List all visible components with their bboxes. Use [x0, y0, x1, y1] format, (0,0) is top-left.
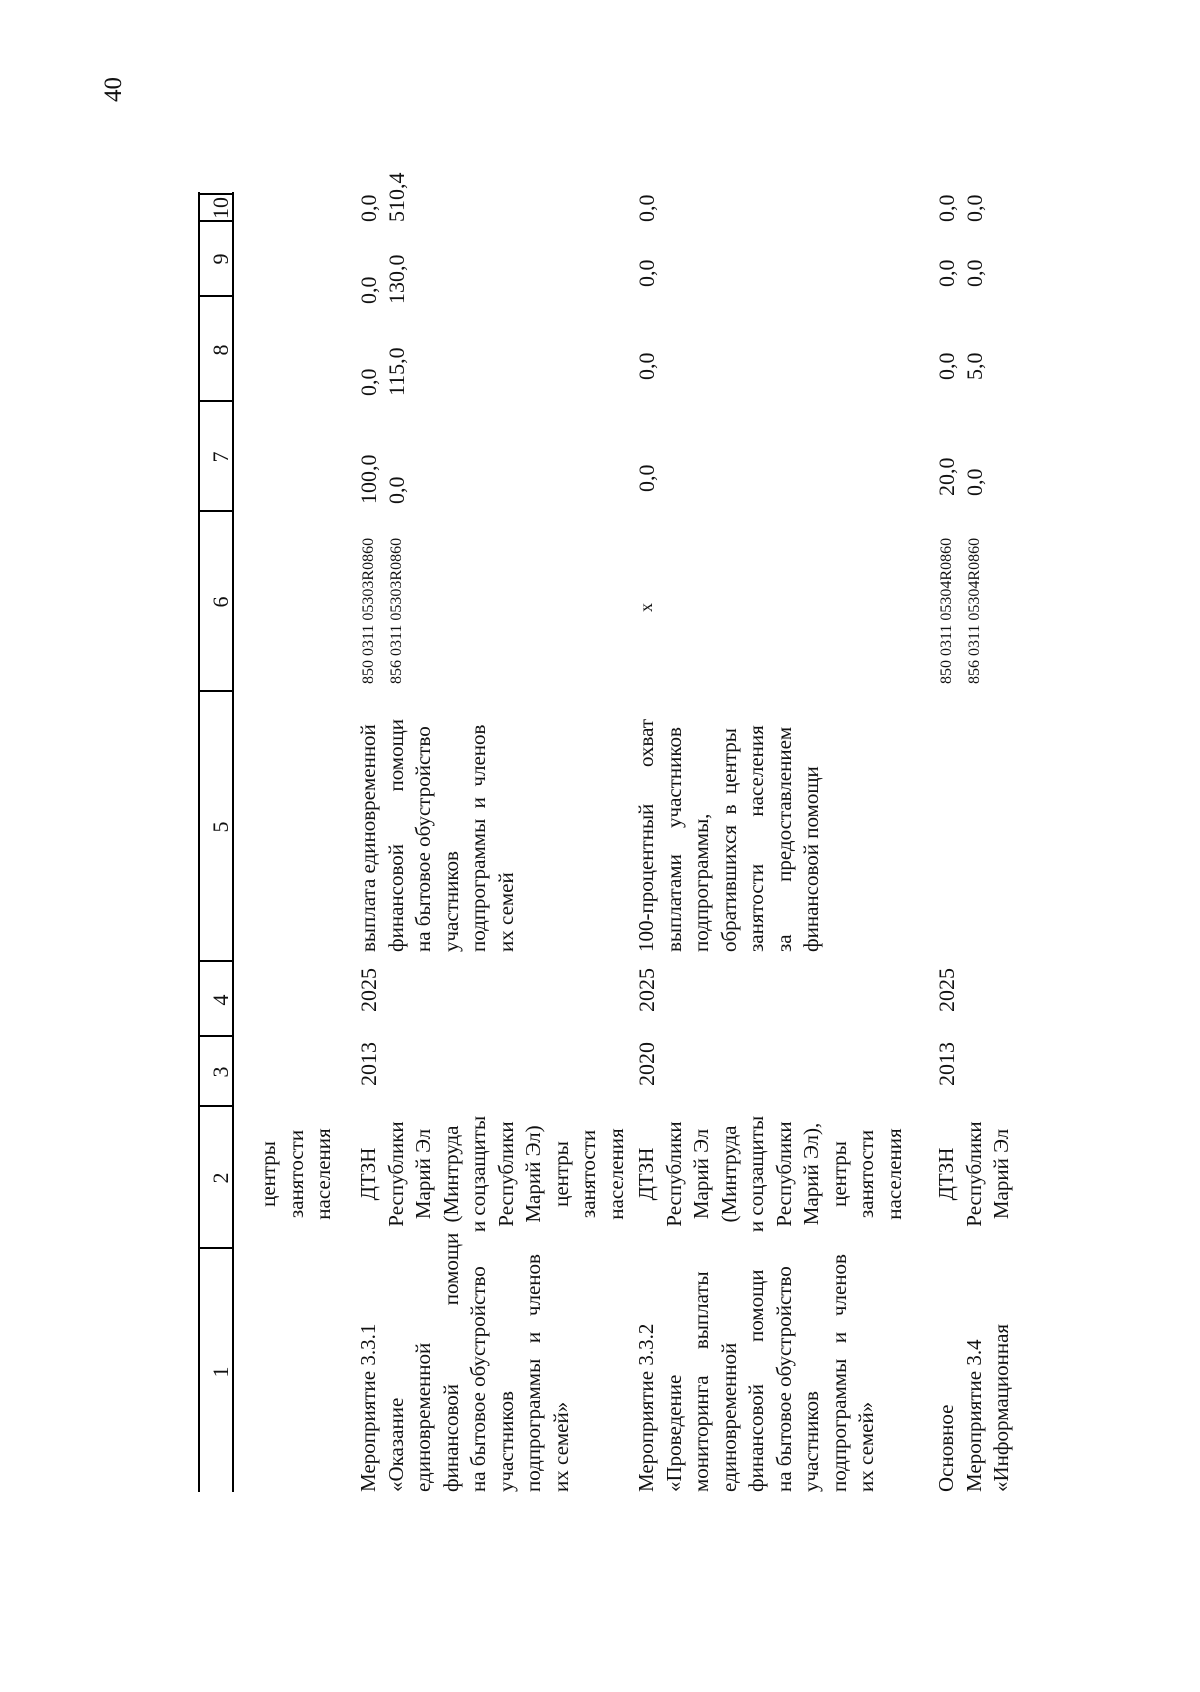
text-line: за предоставлением [771, 726, 796, 952]
text-line: занятости населения [744, 725, 768, 952]
text-line: 0,0 [934, 352, 959, 380]
text-line: 0,0 [961, 194, 987, 222]
text-line: 0,0 [356, 368, 381, 396]
text-line: единовременной [411, 1342, 435, 1492]
text-line: Марий Эл) [521, 1125, 545, 1223]
text-line: подпрограммы, [689, 813, 713, 952]
responsible-executor [933, 1114, 1016, 1234]
text-line: 510,4 [383, 172, 409, 222]
page-number: 40 [100, 77, 127, 102]
text-line: их семей» [854, 1401, 878, 1492]
text-line: 100,0 [356, 454, 381, 504]
value-col7 [355, 455, 410, 505]
text-line: и соцзащиты [744, 1115, 768, 1233]
column-number-6: 6 [208, 596, 233, 608]
text-line: 20,0 [934, 457, 959, 496]
value-col10 [633, 195, 661, 223]
continuation-responsible [255, 1114, 338, 1234]
text-line: на бытовое обустройство [411, 726, 435, 952]
text-line: единовременной [716, 1342, 741, 1492]
text-line: подпрограммы и членов [521, 1254, 545, 1492]
value-col9 [355, 255, 410, 305]
text-line: 0,0 [356, 194, 381, 222]
text-line: Основное [934, 1404, 958, 1492]
text-line: обратившихся в центры [716, 728, 741, 952]
text-line: центры [548, 1141, 573, 1207]
column-number-5: 5 [208, 821, 233, 833]
text-line: выплатами участников [661, 727, 686, 952]
text-line: Мероприятие 3.4 [961, 1339, 986, 1492]
text-line: подпрограммы и членов [466, 724, 490, 952]
text-line: «Информационная [989, 1323, 1013, 1492]
responsible-executor [633, 1114, 908, 1234]
text-line: ДТЗН [934, 1147, 958, 1201]
text-line: (Минтруда [438, 1125, 463, 1223]
start-year: 2020 [634, 1042, 659, 1086]
end-year: 2025 [934, 968, 959, 1012]
text-line: 0,0 [934, 194, 959, 222]
value-col8 [933, 353, 988, 381]
text-line: Республики [383, 1121, 408, 1227]
text-line: выплата единовременной [356, 724, 380, 952]
text-line: «Проведение [661, 1374, 686, 1492]
start-year: 2013 [934, 1042, 959, 1086]
text-line: 0,0 [634, 464, 659, 492]
text-line: Республики [771, 1121, 796, 1227]
expected-result [355, 704, 520, 952]
text-line: и соцзащиты [466, 1115, 490, 1233]
responsible-executor [355, 1114, 630, 1234]
text-line: 0,0 [961, 259, 987, 287]
text-line: Марий Эл [411, 1128, 435, 1220]
text-line: 0,0 [961, 468, 987, 496]
text-line: финансовой помощи [744, 1269, 768, 1492]
column-number-8: 8 [208, 344, 233, 356]
text-line: 856 0311 05303R0860 [387, 537, 405, 684]
text-line: 0,0 [634, 352, 659, 380]
col-divider [198, 295, 234, 297]
budget-code [355, 538, 410, 684]
text-line: участников [493, 1391, 518, 1492]
table-top-border [198, 192, 200, 1492]
text-line: Марий Эл [989, 1128, 1013, 1220]
column-number-3: 3 [208, 1066, 233, 1078]
column-number-10: 10 [208, 197, 233, 219]
text-line: занятости [283, 1129, 308, 1219]
value-col8 [355, 347, 410, 396]
text-line: ДТЗН [356, 1147, 380, 1201]
text-line: «Оказание [383, 1397, 408, 1492]
col-divider [198, 1247, 234, 1249]
text-line: населения [311, 1128, 335, 1220]
col-divider [198, 960, 234, 962]
value-col7 [933, 458, 988, 497]
column-number-1: 1 [208, 1366, 233, 1378]
text-line: на бытовое обустройство [466, 1266, 490, 1492]
text-line: занятости [854, 1129, 878, 1219]
text-line: 0,0 [934, 259, 959, 287]
text-line: Мероприятие 3.3.2 [634, 1323, 658, 1492]
value-col10 [355, 173, 410, 223]
value-col9 [933, 260, 988, 288]
text-line: их семей [493, 872, 518, 952]
text-line: подпрограммы и членов [826, 1254, 851, 1492]
text-line: населения [881, 1128, 906, 1220]
column-number-9: 9 [208, 253, 233, 265]
value-col9 [633, 260, 661, 288]
value-col8 [633, 353, 661, 381]
text-line: Республики [661, 1121, 686, 1227]
activity-name [355, 1232, 575, 1492]
col-divider [198, 1105, 234, 1107]
text-line: их семей» [548, 1401, 573, 1492]
col-divider [198, 690, 234, 692]
budget-code [933, 538, 988, 684]
text-line: 856 0311 05304R0860 [965, 537, 983, 684]
text-line: 0,0 [356, 276, 381, 304]
col-divider [198, 400, 234, 402]
text-line: Марий Эл [689, 1128, 713, 1220]
budget-code [633, 603, 661, 612]
text-line: 100-процентный охват [634, 718, 658, 952]
text-line: финансовой помощи [383, 718, 408, 952]
text-line: х [636, 603, 656, 612]
value-col10 [933, 195, 988, 223]
text-line: 0,0 [634, 259, 659, 287]
text-line: ДТЗН [634, 1147, 658, 1201]
start-year: 2013 [356, 1042, 381, 1086]
activity-name [633, 1237, 881, 1492]
text-line: Республики [493, 1121, 518, 1227]
text-line: 0,0 [634, 194, 659, 222]
text-line: центры [256, 1141, 280, 1207]
column-number-7: 7 [208, 451, 233, 463]
column-number-2: 2 [208, 1172, 233, 1184]
text-line: участников [438, 851, 463, 952]
text-line: центры [826, 1141, 851, 1207]
text-line: финансовой помощи [438, 1232, 463, 1492]
text-line: Мероприятие 3.3.1 [356, 1323, 380, 1492]
end-year: 2025 [356, 968, 381, 1012]
text-line: 130,0 [383, 254, 409, 304]
value-col7 [633, 465, 661, 493]
text-line: населения [603, 1128, 628, 1220]
text-line: Республики [961, 1121, 986, 1227]
text-line: 0,0 [383, 476, 409, 504]
text-line: (Минтруда [716, 1125, 741, 1223]
text-line: на бытовое обустройство [771, 1266, 796, 1492]
col-divider [198, 510, 234, 512]
end-year: 2025 [634, 968, 659, 1012]
text-line: 850 0311 05303R0860 [360, 537, 377, 684]
text-line: мониторинга выплаты [689, 1271, 713, 1492]
activity-name [933, 1237, 1016, 1492]
col-divider [198, 1035, 234, 1037]
column-number-4: 4 [208, 994, 233, 1006]
text-line: 115,0 [383, 347, 409, 396]
expected-result [633, 704, 826, 952]
text-line: 5,0 [961, 352, 987, 380]
text-line: 850 0311 05304R0860 [938, 537, 955, 684]
text-line: Марий Эл), [799, 1122, 823, 1226]
text-line: финансовой помощи [799, 766, 823, 952]
text-line: участников [799, 1391, 823, 1492]
text-line: занятости [576, 1129, 600, 1219]
